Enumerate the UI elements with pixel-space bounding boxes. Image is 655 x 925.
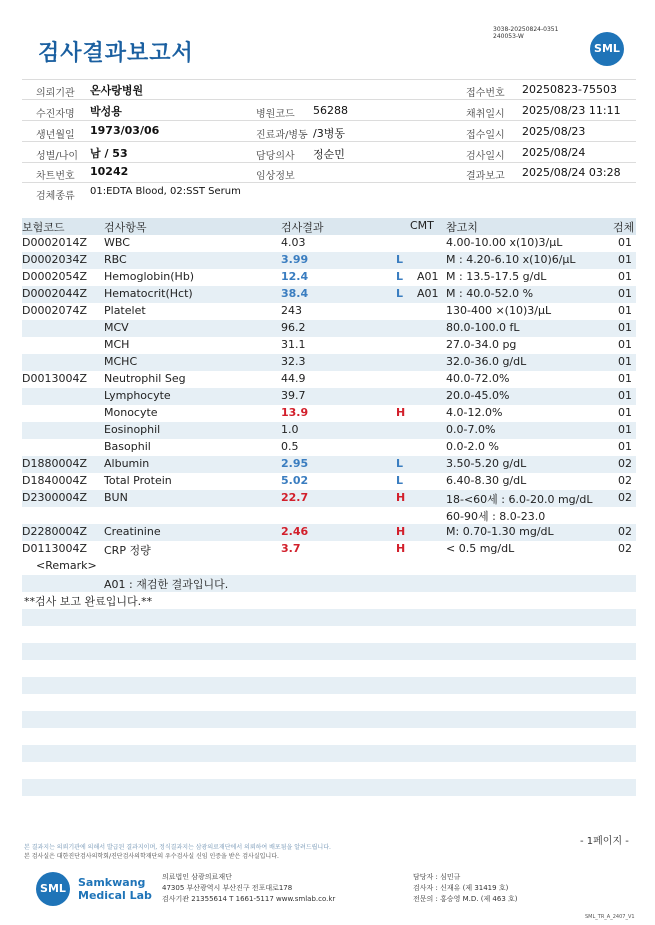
test-name: Eosinophil bbox=[104, 423, 161, 436]
result-flag: L bbox=[396, 474, 404, 487]
test-name: Platelet bbox=[104, 304, 146, 317]
org-contact: 검사기관 21355614 T 1661-5117 www.smlab.co.kr bbox=[162, 895, 336, 903]
reference-range: < 0.5 mg/dL bbox=[446, 542, 515, 555]
test-result: 38.4 bbox=[281, 287, 309, 300]
divider bbox=[22, 162, 636, 163]
org-info bbox=[162, 872, 335, 905]
test-result: 2.46 bbox=[281, 525, 309, 538]
receive-value: 2025/08/23 bbox=[522, 125, 586, 138]
report-id-code bbox=[493, 26, 558, 40]
sml-footer-logo: SML bbox=[36, 872, 70, 906]
test-date-value: 2025/08/24 bbox=[522, 146, 586, 159]
test-name: Basophil bbox=[104, 440, 151, 453]
remark-row bbox=[22, 558, 636, 575]
header-ref: 참고치 bbox=[446, 221, 478, 234]
test-name: Monocyte bbox=[104, 406, 158, 419]
institution-label: 의뢰기관 bbox=[36, 88, 75, 99]
result-flag: L bbox=[396, 287, 404, 300]
test-result: 1.0 bbox=[281, 423, 299, 436]
test-result: 2.95 bbox=[281, 457, 309, 470]
test-name: BUN bbox=[104, 491, 128, 504]
test-result: 243 bbox=[281, 304, 302, 317]
form-code: SML_TR_A_2407_V1 bbox=[585, 914, 635, 920]
specimen-code: 01 bbox=[618, 389, 632, 402]
test-result: 39.7 bbox=[281, 389, 306, 402]
examiner: 검사자 : 신재유 (제 31419 호) bbox=[413, 884, 509, 892]
table-row bbox=[22, 320, 636, 337]
org-address: 47305 부산광역시 부산진구 전포대로178 bbox=[162, 884, 293, 892]
table-row bbox=[22, 371, 636, 388]
result-flag: L bbox=[396, 270, 404, 283]
chart-value: 10242 bbox=[90, 165, 129, 178]
dob-label: 생년월일 bbox=[36, 130, 75, 141]
table-row bbox=[22, 269, 636, 286]
specimen-code: 01 bbox=[618, 253, 632, 266]
brand-line1: Samkwang bbox=[78, 876, 146, 889]
table-row bbox=[22, 286, 636, 303]
header-result: 검사결과 bbox=[281, 221, 324, 234]
header-name: 검사항목 bbox=[104, 221, 147, 234]
insurance-code: D0002054Z bbox=[22, 270, 87, 283]
chart-label: 차트번호 bbox=[36, 171, 75, 182]
collect-label: 채취일시 bbox=[466, 109, 505, 120]
divider bbox=[22, 141, 636, 142]
header-code: 보험코드 bbox=[22, 221, 65, 234]
test-name: Hemoglobin(Hb) bbox=[104, 270, 195, 283]
table-row bbox=[22, 524, 636, 541]
table-row bbox=[22, 473, 636, 490]
specimen-code: 01 bbox=[618, 270, 632, 283]
test-type-value: 01:EDTA Blood, 02:SST Serum bbox=[90, 186, 241, 197]
specimen-code: 01 bbox=[618, 338, 632, 351]
divider bbox=[22, 79, 636, 80]
table-row bbox=[22, 388, 636, 405]
receipt-no-value: 20250823-75503 bbox=[522, 83, 617, 96]
specimen-code: 02 bbox=[618, 525, 632, 538]
report-value: 2025/08/24 03:28 bbox=[522, 166, 621, 179]
receive-label: 접수일시 bbox=[466, 130, 505, 141]
test-result: 32.3 bbox=[281, 355, 306, 368]
table-row bbox=[22, 252, 636, 269]
reference-range: 3.50-5.20 g/dL bbox=[446, 457, 527, 470]
blank-row bbox=[22, 762, 636, 779]
reference-range: 27.0-34.0 pg bbox=[446, 338, 517, 351]
insurance-code: D0002074Z bbox=[22, 304, 87, 317]
blank-row bbox=[22, 796, 636, 813]
insurance-code: D1840004Z bbox=[22, 474, 87, 487]
clinical-label: 임상정보 bbox=[256, 171, 295, 182]
blank-row bbox=[22, 728, 636, 745]
table-row bbox=[22, 541, 636, 558]
test-name: MCV bbox=[104, 321, 129, 334]
reference-range: 130-400 ×(10)3/μL bbox=[446, 304, 552, 317]
specimen-code: 01 bbox=[618, 440, 632, 453]
table-row bbox=[22, 337, 636, 354]
insurance-code: D0113004Z bbox=[22, 542, 87, 555]
doctor-value: 정순민 bbox=[313, 148, 345, 161]
insurance-code: D0013004Z bbox=[22, 372, 87, 385]
test-name: CRP 정량 bbox=[104, 544, 151, 557]
specimen-code: 01 bbox=[618, 304, 632, 317]
test-result: 3.99 bbox=[281, 253, 309, 266]
report-id-line2: 240053-W bbox=[493, 33, 524, 40]
blank-rows bbox=[22, 609, 636, 813]
test-name: Albumin bbox=[104, 457, 150, 470]
hospital-code-label: 병원코드 bbox=[256, 109, 295, 120]
brand-name bbox=[78, 876, 152, 902]
reference-range: 4.0-12.0% bbox=[446, 406, 503, 419]
collect-value: 2025/08/23 11:11 bbox=[522, 104, 621, 117]
test-result: 0.5 bbox=[281, 440, 299, 453]
remark-text: A01 : 재검한 결과입니다. bbox=[104, 578, 229, 591]
blank-row bbox=[22, 694, 636, 711]
table-row bbox=[22, 235, 636, 252]
result-flag: L bbox=[396, 253, 404, 266]
insurance-code: D0002014Z bbox=[22, 236, 87, 249]
dept-value: /3병동 bbox=[313, 127, 345, 140]
specialist: 전문의 : 홍승영 M.D. (제 463 호) bbox=[413, 895, 518, 903]
test-result: 31.1 bbox=[281, 338, 306, 351]
sex-age-label: 성별/나이 bbox=[36, 151, 79, 162]
reference-range: 32.0-36.0 g/dL bbox=[446, 355, 527, 368]
test-name: WBC bbox=[104, 236, 130, 249]
patient-label: 수진자명 bbox=[36, 109, 75, 120]
reference-range: 0.0-2.0 % bbox=[446, 440, 499, 453]
report-id-line1: 3038-20250824-0351 bbox=[493, 26, 559, 33]
page-number: - 1페이지 - bbox=[580, 836, 629, 847]
brand-line2: Medical Lab bbox=[78, 889, 152, 902]
reference-range: M : 4.20-6.10 x(10)6/μL bbox=[446, 253, 576, 266]
specimen-code: 01 bbox=[618, 423, 632, 436]
reference-range: 20.0-45.0% bbox=[446, 389, 510, 402]
test-result: 5.02 bbox=[281, 474, 309, 487]
sex-age-value: 남 / 53 bbox=[90, 147, 128, 160]
test-result: 13.9 bbox=[281, 406, 309, 419]
table-row bbox=[22, 490, 636, 507]
patient-value: 박성용 bbox=[90, 105, 122, 118]
staff: 담당자 : 심민규 bbox=[413, 873, 461, 881]
table-row bbox=[22, 354, 636, 371]
complete-row bbox=[22, 592, 636, 609]
reference-range: 4.00-10.00 x(10)3/μL bbox=[446, 236, 563, 249]
blank-row bbox=[22, 660, 636, 677]
blank-row bbox=[22, 745, 636, 762]
report-label: 결과보고 bbox=[466, 171, 505, 182]
reference-range: 0.0-7.0% bbox=[446, 423, 496, 436]
specimen-code: 01 bbox=[618, 372, 632, 385]
reference-range: 80.0-100.0 fL bbox=[446, 321, 520, 334]
table-row bbox=[22, 439, 636, 456]
results-table bbox=[22, 218, 636, 813]
staff-info bbox=[413, 872, 518, 905]
reference-range: 18-<60세 : 6.0-20.0 mg/dL bbox=[446, 493, 593, 506]
test-date-label: 검사일시 bbox=[466, 151, 505, 162]
reference-range: 60-90세 : 8.0-23.0 bbox=[446, 510, 546, 523]
dept-label: 진료과/병동 bbox=[256, 130, 308, 141]
header-spec: 검체 bbox=[613, 221, 635, 234]
reference-range: 6.40-8.30 g/dL bbox=[446, 474, 527, 487]
blank-row bbox=[22, 626, 636, 643]
remark-text-row bbox=[22, 575, 636, 592]
specimen-code: 02 bbox=[618, 491, 632, 504]
org-name: 의료법인 삼광의료재단 bbox=[162, 873, 232, 881]
divider bbox=[22, 99, 636, 100]
header-cmt: CMT bbox=[410, 219, 434, 232]
test-result: 44.9 bbox=[281, 372, 306, 385]
remark-label: <Remark> bbox=[36, 559, 97, 572]
page-title: 검사결과보고서 bbox=[38, 41, 194, 66]
result-flag: H bbox=[396, 525, 406, 538]
test-result: 3.7 bbox=[281, 542, 301, 555]
specimen-code: 01 bbox=[618, 321, 632, 334]
test-name: Neutrophil Seg bbox=[104, 372, 186, 385]
test-name: MCHC bbox=[104, 355, 138, 368]
doctor-label: 담당의사 bbox=[256, 151, 295, 162]
blank-row bbox=[22, 711, 636, 728]
specimen-code: 01 bbox=[618, 287, 632, 300]
reference-range: M : 40.0-52.0 % bbox=[446, 287, 534, 300]
blank-row bbox=[22, 677, 636, 694]
dob-value: 1973/03/06 bbox=[90, 124, 160, 137]
specimen-code: 01 bbox=[618, 355, 632, 368]
test-result: 12.4 bbox=[281, 270, 309, 283]
reference-range: 40.0-72.0% bbox=[446, 372, 510, 385]
table-body bbox=[22, 235, 636, 558]
test-result: 22.7 bbox=[281, 491, 309, 504]
test-result: 4.03 bbox=[281, 236, 306, 249]
result-flag: H bbox=[396, 491, 406, 504]
result-flag: H bbox=[396, 406, 406, 419]
divider bbox=[22, 182, 636, 183]
test-name: RBC bbox=[104, 253, 127, 266]
test-name: Lymphocyte bbox=[104, 389, 171, 402]
table-row bbox=[22, 507, 636, 524]
blank-row bbox=[22, 609, 636, 626]
footer-note-1: 본 결과지는 의뢰기관에 의해서 발급된 결과지이며, 정식결과지는 삼광의료재단에서 의뢰하여 배포됨을 알려드립니다. bbox=[24, 844, 331, 851]
insurance-code: D0002034Z bbox=[22, 253, 87, 266]
specimen-code: 01 bbox=[618, 236, 632, 249]
comment-code: A01 bbox=[417, 287, 439, 300]
receipt-no-label: 접수번호 bbox=[466, 88, 505, 99]
specimen-code: 02 bbox=[618, 457, 632, 470]
test-result: 96.2 bbox=[281, 321, 306, 334]
blank-row bbox=[22, 779, 636, 796]
specimen-code: 02 bbox=[618, 542, 632, 555]
test-name: Total Protein bbox=[104, 474, 172, 487]
reference-range: M: 0.70-1.30 mg/dL bbox=[446, 525, 554, 538]
footer-note-2: 본 검사실은 대한진단검사의학회/진단검사의학재단의 우수검사실 신임 인증을 받은 검사실입니다. bbox=[24, 853, 279, 860]
result-flag: H bbox=[396, 542, 406, 555]
test-name: Creatinine bbox=[104, 525, 161, 538]
insurance-code: D1880004Z bbox=[22, 457, 87, 470]
insurance-code: D0002044Z bbox=[22, 287, 87, 300]
table-row bbox=[22, 405, 636, 422]
table-row bbox=[22, 456, 636, 473]
divider bbox=[22, 120, 636, 121]
test-name: MCH bbox=[104, 338, 130, 351]
specimen-code: 02 bbox=[618, 474, 632, 487]
hospital-code-value: 56288 bbox=[313, 104, 348, 117]
insurance-code: D2300004Z bbox=[22, 491, 87, 504]
insurance-code: D2280004Z bbox=[22, 525, 87, 538]
sml-logo: SML bbox=[590, 32, 624, 66]
specimen-code: 01 bbox=[618, 406, 632, 419]
complete-text: **검사 보고 완료입니다.** bbox=[24, 595, 153, 608]
result-flag: L bbox=[396, 457, 404, 470]
test-type-label: 검체종류 bbox=[36, 191, 75, 202]
table-row bbox=[22, 422, 636, 439]
comment-code: A01 bbox=[417, 270, 439, 283]
table-header bbox=[22, 218, 636, 235]
blank-row bbox=[22, 643, 636, 660]
reference-range: M : 13.5-17.5 g/dL bbox=[446, 270, 547, 283]
test-name: Hematocrit(Hct) bbox=[104, 287, 193, 300]
table-row bbox=[22, 303, 636, 320]
institution-value: 온사랑병원 bbox=[90, 84, 144, 97]
